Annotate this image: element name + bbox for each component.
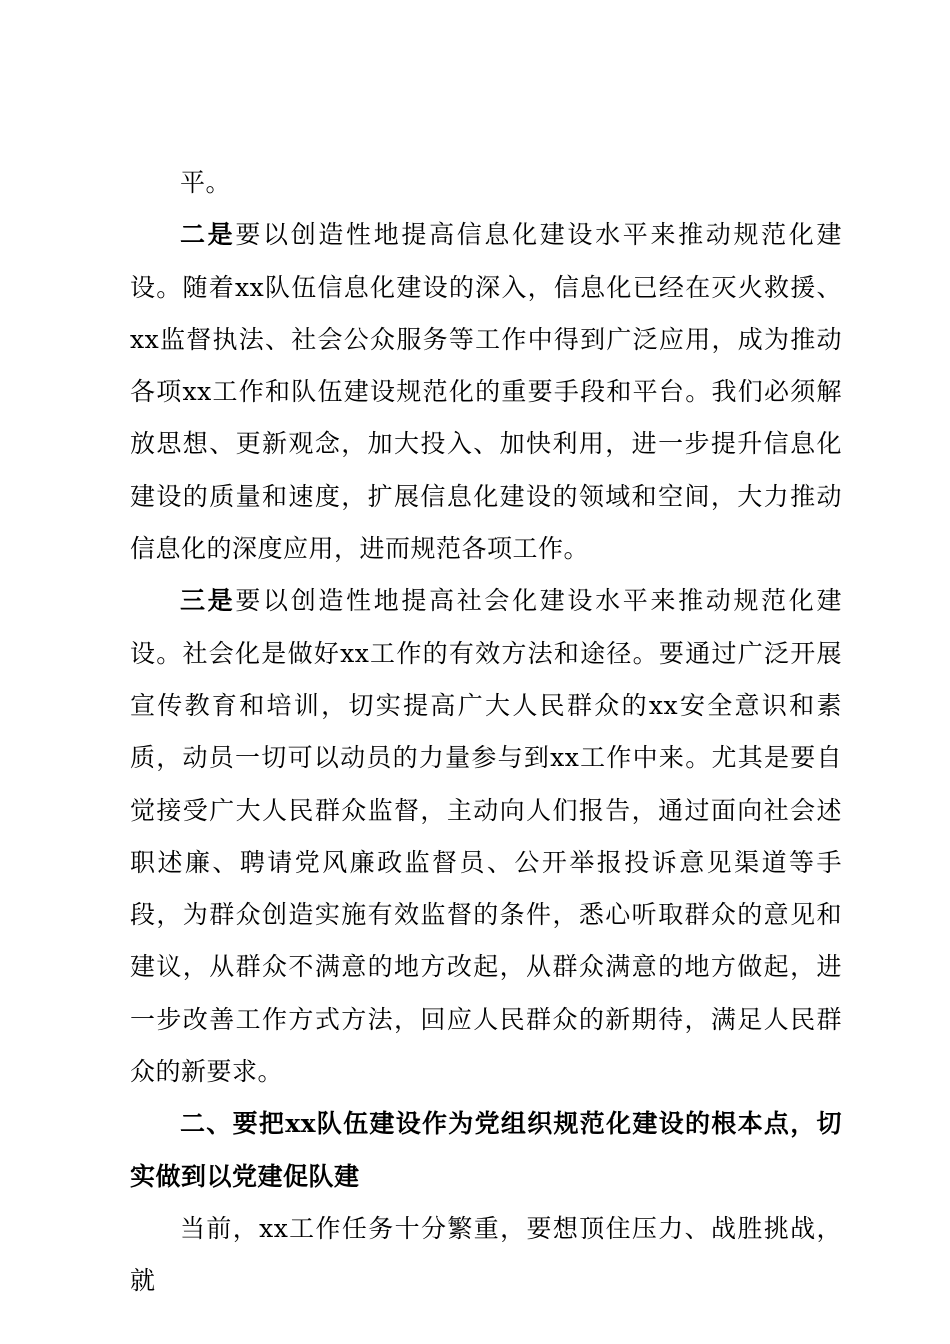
point-2-text: 要以创造性地提高信息化建设水平来推动规范化建设。随着xx队伍信息化建设的深入，信息化已经在灭火救援、xx监督执法、社会公众服务等工作中得到广泛应用，成为推动各项xx工作和队伍建设规范化的重要手段和平台。我们必须解放思想、更新观念，加大投入、加快利用，进一步提升信息化建设的质量和速度，扩展信息化建设的领域和空间，大力推动信息化的深度应用，进而规范各项工作。 [130, 220, 842, 564]
section-2-text: 当前，xx工作任务十分繁重，要想顶住压力、战胜挑战，就 [130, 1213, 842, 1296]
point-2-paragraph [130, 209, 842, 575]
section-2-heading: 二、要把xx队伍建设作为党组织规范化建设的根本点，切实做到以党建促队建 [130, 1109, 842, 1191]
point-3-text: 要以创造性地提高社会化建设水平来推动规范化建设。社会化是做好xx工作的有效方法和途径。要通过广泛开展宣传教育和培训，切实提高广大人民群众的xx安全意识和素质，动员一切可以动员的力量参与到xx工作中来。尤其是要自觉接受广大人民群众监督，主动向人们报告，通过面向社会述职述廉、聘请党风廉政监督员、公开举报投诉意见渠道等手段，为群众创造实施有效监督的条件，悉心听取群众的意见和建议，从群众不满意的地方改起，从群众满意的地方做起，进一步改善工作方式方法，回应人民群众的新期待，满足人民群众的新要求。 [130, 586, 842, 1087]
point-2-lead: 二是 [180, 220, 236, 250]
point-3-lead: 三是 [180, 586, 236, 616]
continuation-paragraph [130, 157, 842, 209]
point-3-paragraph [130, 575, 842, 1098]
document-body [130, 157, 842, 1308]
section-2-paragraph [130, 1203, 842, 1308]
continuation-text: 平。 [180, 168, 232, 197]
